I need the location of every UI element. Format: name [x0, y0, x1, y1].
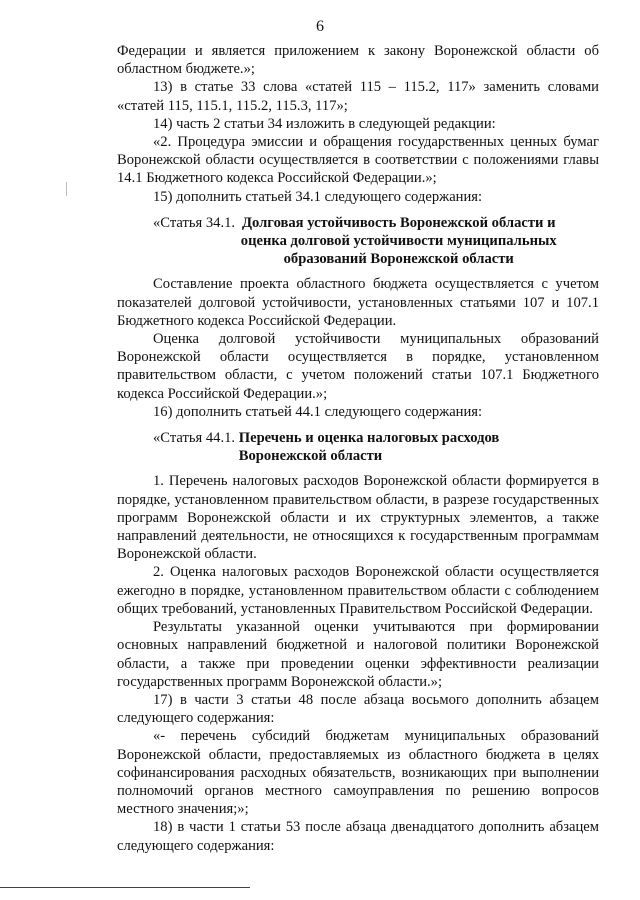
paragraph-item-17: 17) в части 3 статьи 48 после абзаца восьмого дополнить абзацем следующего содержания:: [117, 691, 599, 727]
paragraph-item-13: 13) в статье 33 слова «статей 115 – 115.2, 117» заменить словами «статей 115, 115.1, 115.2, 115.3, 117»;: [117, 79, 599, 114]
article-44-1-heading: [117, 429, 599, 465]
paragraph-quote-subsidies: «- перечень субсидий бюджетам муниципальных образований Воронежской области, предоставляемых из областного бюджета в целях софинансирования расходных обязательств, возникающих при выполнении полномочий органов местного самоуправления по решению вопросов местного значения;»;: [117, 728, 599, 818]
document-body: [117, 42, 599, 855]
page-number: 6: [316, 18, 324, 35]
paragraph-article-44-1-results: Результаты указанной оценки учитываются при формировании основных направлений бюджетной и налоговой политики Воронежской области, а также при проведении оценки эффективности реализации государственных программ Воронежской области.»;: [117, 619, 599, 690]
article-44-1-title: Перечень и оценка налоговых расходов Воронежской области: [238, 430, 500, 465]
paragraph-item-18: 18) в части 1 статьи 53 после абзаца двенадцатого дополнить абзацем следующего содержания:: [117, 819, 599, 854]
paragraph-quote-2: «2. Процедура эмиссии и обращения государственных ценных бумаг Воронежской области осуществляется в соответствии с положениями главы 14.1 Бюджетного кодекса Российской Федерации.»;: [117, 134, 599, 187]
article-44-1-lead: «Статья 44.1.: [153, 430, 239, 447]
paragraph-article-44-1-part-2: 2. Оценка налоговых расходов Воронежской области осуществляется ежегодно в порядке, установленном правительством области с соблюдением общих требований, установленных Правительством Российской Федерации.: [117, 564, 599, 617]
article-34-1-title: Долговая устойчивость Воронежской области и оценка долговой устойчивости муниципальных образований Воронежской области: [240, 214, 557, 268]
paragraph-article-34-1-a: Составление проекта областного бюджета осуществляется с учетом показателей долговой устойчивости, установленных статьями 107 и 107.1 Бюджетного кодекса Российской Федерации.: [117, 276, 599, 329]
article-34-1-heading: [117, 214, 599, 269]
paragraph-continuation: Федерации и является приложением к закону Воронежской области об областном бюджете.»;: [117, 43, 599, 78]
footer-rule: [0, 887, 250, 888]
paragraph-item-15: 15) дополнить статьей 34.1 следующего содержания:: [153, 188, 483, 205]
paragraph-item-14: 14) часть 2 статьи 34 изложить в следующей редакции:: [153, 115, 496, 132]
paragraph-item-16: 16) дополнить статьей 44.1 следующего содержания:: [153, 403, 483, 420]
paragraph-article-34-1-b: Оценка долговой устойчивости муниципальных образований Воронежской области осуществляется в порядке, установленном правительством области, с учетом положений статьи 107.1 Бюджетного кодекса Российской Федерации.»;: [117, 331, 599, 402]
article-34-1-lead: «Статья 34.1.: [153, 214, 239, 231]
margin-mark: [66, 182, 67, 196]
paragraph-article-44-1-part-1: 1. Перечень налоговых расходов Воронежской области формируется в порядке, установленном правительством области, в разрезе государственных программ Воронежской области и их структурных элементов, а также направлений деятельности, не относящихся к государственным программам Воронежской области.: [117, 473, 599, 563]
